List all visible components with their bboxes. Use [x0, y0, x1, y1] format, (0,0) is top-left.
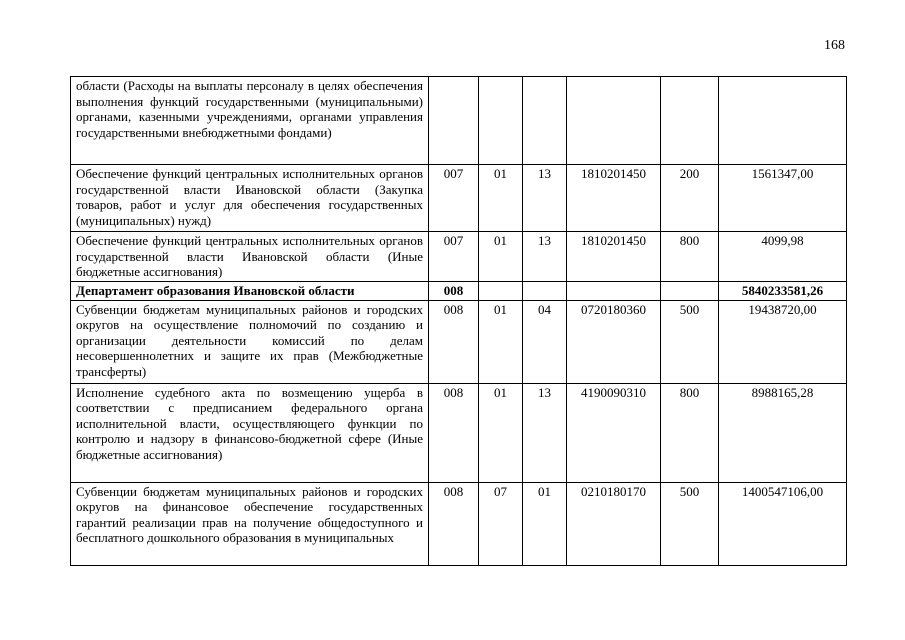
amount-cell: 1561347,00	[719, 165, 847, 232]
expense-type-cell	[661, 77, 719, 165]
row-description: Департамент образования Ивановской области	[71, 282, 429, 301]
section-code-cell: 07	[479, 482, 523, 565]
subsection-code-cell: 13	[523, 165, 567, 232]
table-row	[71, 165, 847, 232]
subsection-code-cell	[523, 77, 567, 165]
target-article-cell	[567, 77, 661, 165]
expense-type-cell: 800	[661, 383, 719, 482]
table-row-department	[71, 282, 847, 301]
amount-cell: 1400547106,00	[719, 482, 847, 565]
expense-type-cell: 500	[661, 482, 719, 565]
row-description: Субвенции бюджетам муниципальных районов и городских округов на финансовое обеспечение государственных гарантий реализации прав на получение общедоступного и бесплатного дошкольного образования в муниципальных	[71, 482, 429, 565]
expense-type-cell	[661, 282, 719, 301]
ved-code-cell: 007	[429, 165, 479, 232]
row-description: Обеспечение функций центральных исполнительных органов государственной власти Ивановской области (Закупка товаров, работ и услуг для обеспечения государственных (муниципальных) нужд)	[71, 165, 429, 232]
subsection-code-cell: 04	[523, 300, 567, 383]
section-code-cell: 01	[479, 232, 523, 282]
ved-code-cell: 008	[429, 383, 479, 482]
section-code-cell	[479, 77, 523, 165]
amount-cell: 19438720,00	[719, 300, 847, 383]
row-description: Обеспечение функций центральных исполнительных органов государственной власти Ивановской области (Иные бюджетные ассигнования)	[71, 232, 429, 282]
target-article-cell: 0210180170	[567, 482, 661, 565]
amount-cell: 5840233581,26	[719, 282, 847, 301]
amount-cell	[719, 77, 847, 165]
target-article-cell: 1810201450	[567, 232, 661, 282]
table-row	[71, 300, 847, 383]
subsection-code-cell	[523, 282, 567, 301]
ved-code-cell: 007	[429, 232, 479, 282]
table-row	[71, 482, 847, 565]
ved-code-cell: 008	[429, 300, 479, 383]
table-row	[71, 383, 847, 482]
row-description: Исполнение судебного акта по возмещению ущерба в соответствии с предписанием федерального органа исполнительной власти, осуществляющего функции по контролю и надзору в финансово-бюджетной сфере (Иные бюджетные ассигнования)	[71, 383, 429, 482]
subsection-code-cell: 13	[523, 383, 567, 482]
section-code-cell: 01	[479, 300, 523, 383]
subsection-code-cell: 01	[523, 482, 567, 565]
ved-code-cell	[429, 77, 479, 165]
expense-type-cell: 200	[661, 165, 719, 232]
table-row	[71, 77, 847, 165]
target-article-cell: 4190090310	[567, 383, 661, 482]
page-number: 168	[824, 38, 845, 53]
amount-cell: 4099,98	[719, 232, 847, 282]
amount-cell: 8988165,28	[719, 383, 847, 482]
expense-type-cell: 800	[661, 232, 719, 282]
row-description: Субвенции бюджетам муниципальных районов и городских округов на осуществление полномочий по созданию и организации деятельности комиссий по делам несовершеннолетних и защите их прав (Межбюджетные трансферты)	[71, 300, 429, 383]
table-row	[71, 232, 847, 282]
subsection-code-cell: 13	[523, 232, 567, 282]
target-article-cell	[567, 282, 661, 301]
row-description: области (Расходы на выплаты персоналу в целях обеспечения выполнения функций государственными (муниципальными) органами, казенными учреждениями, органами управления государственными внебюджетными фондами)	[71, 77, 429, 165]
section-code-cell	[479, 282, 523, 301]
target-article-cell: 1810201450	[567, 165, 661, 232]
section-code-cell: 01	[479, 165, 523, 232]
budget-table	[70, 76, 847, 566]
section-code-cell: 01	[479, 383, 523, 482]
expense-type-cell: 500	[661, 300, 719, 383]
ved-code-cell: 008	[429, 282, 479, 301]
target-article-cell: 0720180360	[567, 300, 661, 383]
ved-code-cell: 008	[429, 482, 479, 565]
